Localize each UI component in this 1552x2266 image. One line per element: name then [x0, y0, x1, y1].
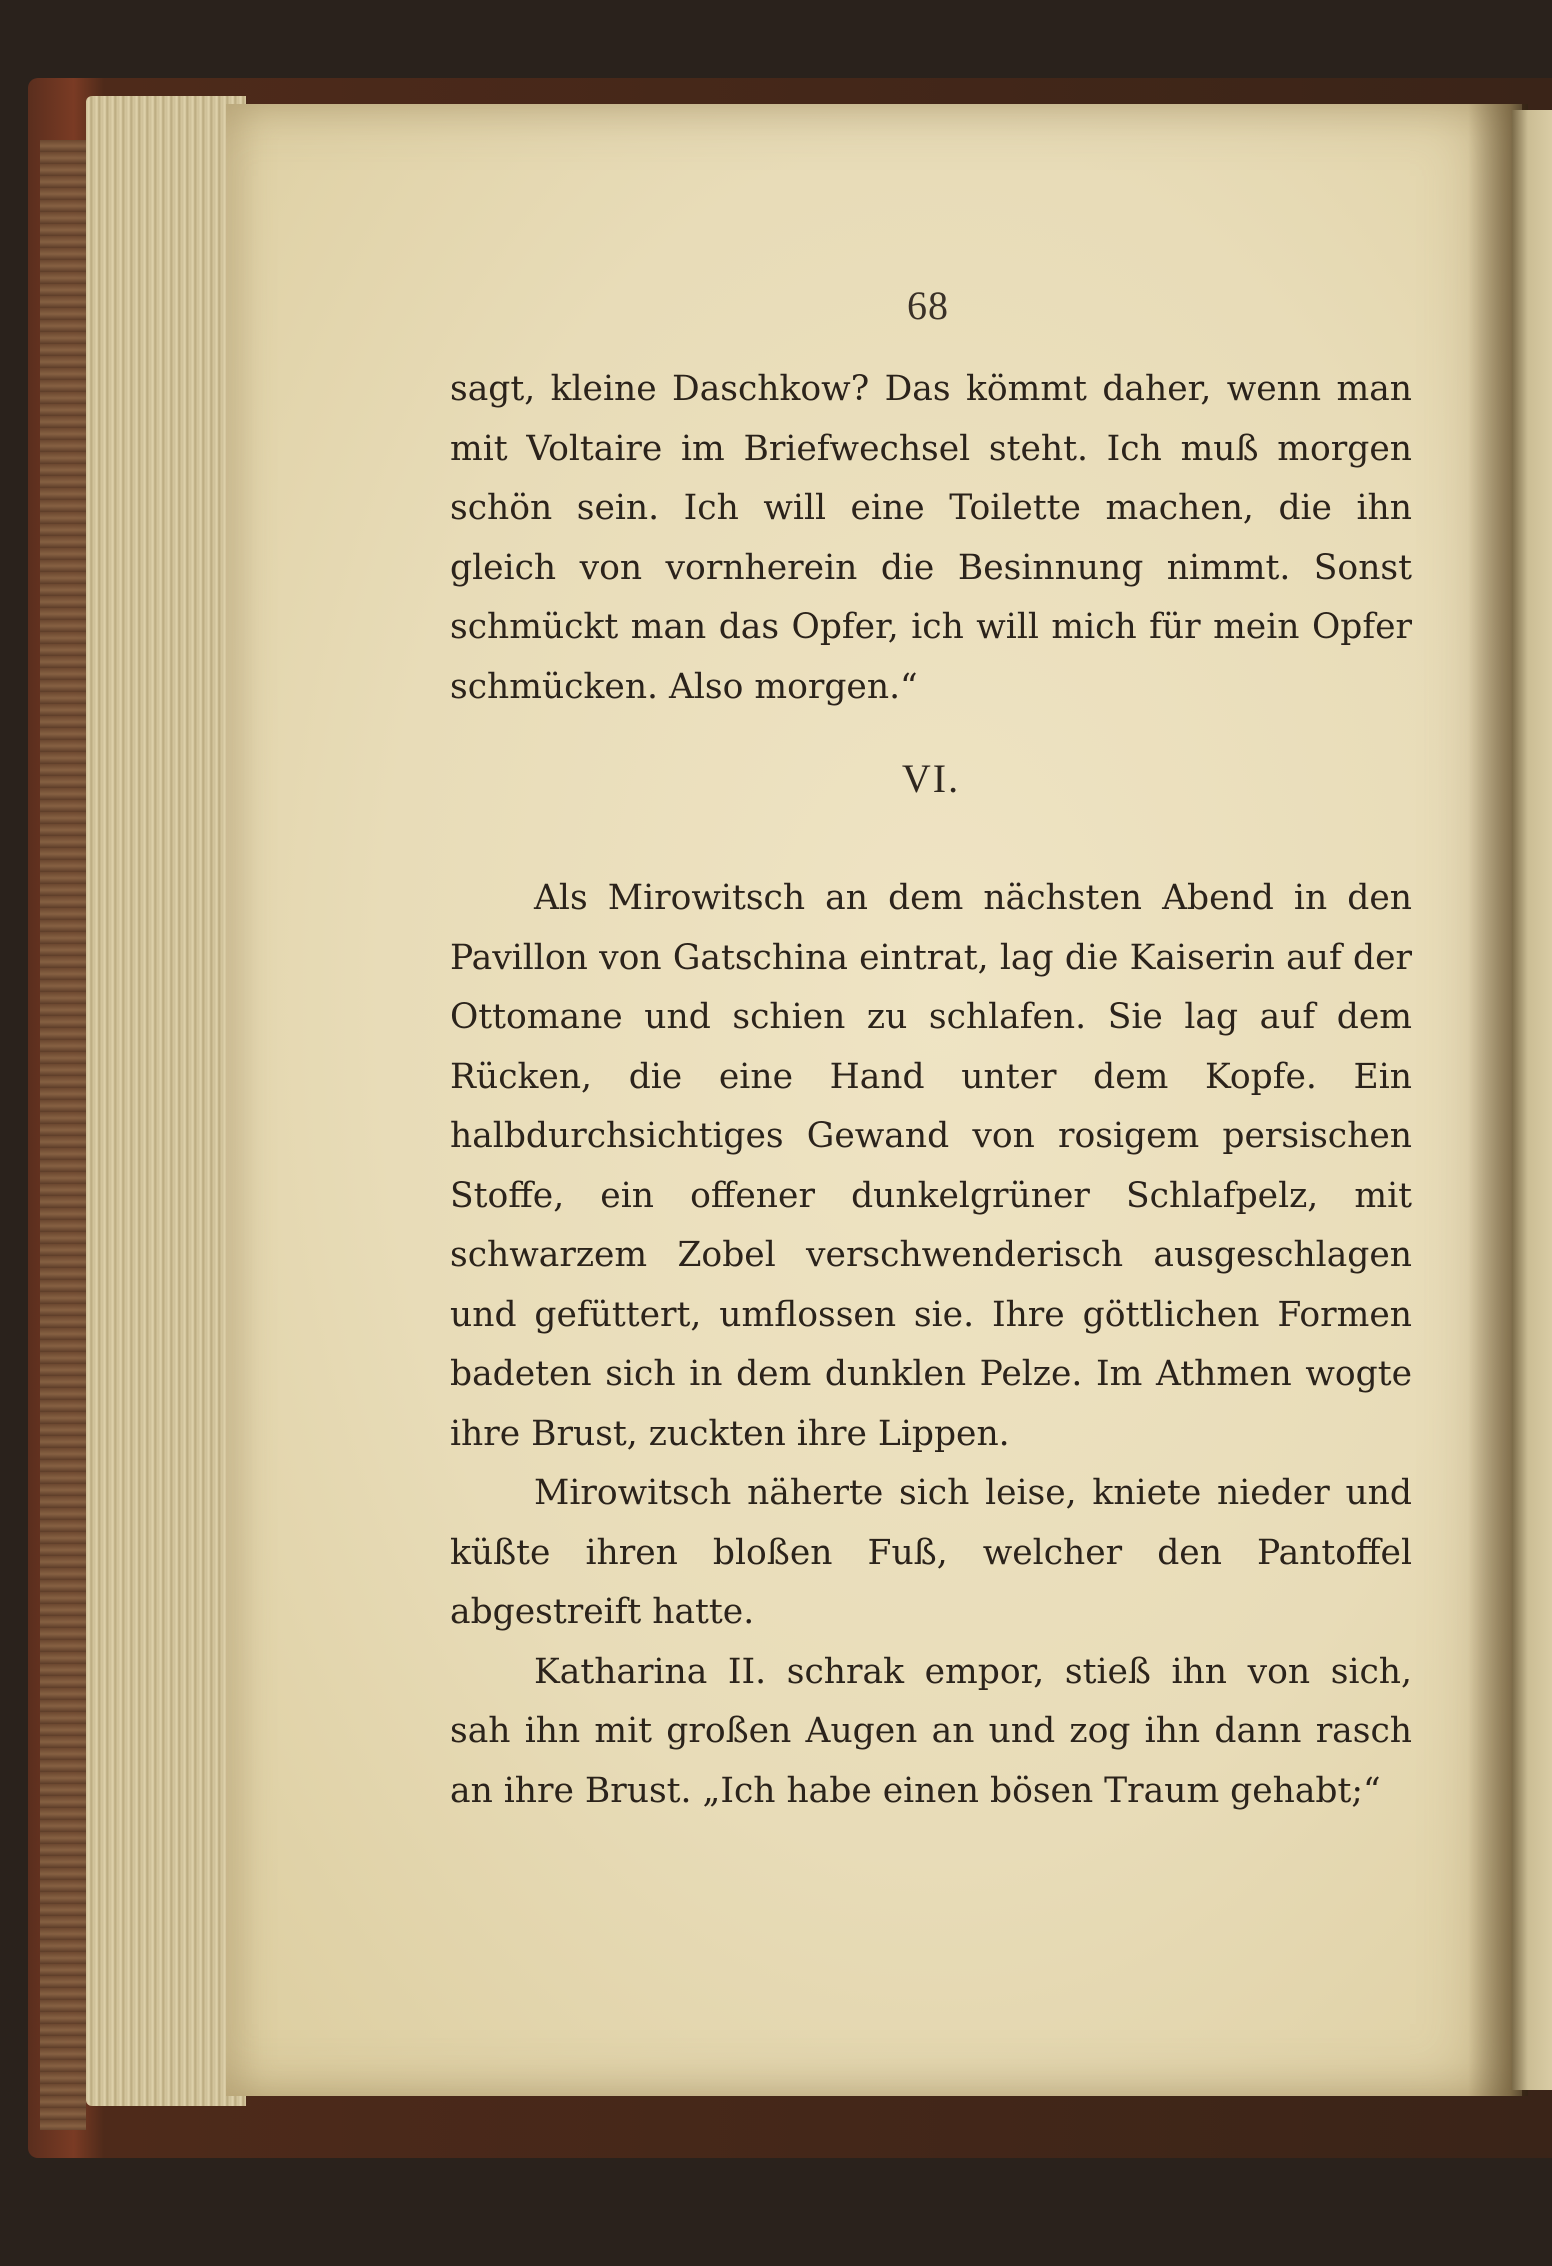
paragraph: Mirowitsch näherte sich leise, kniete nieder und küßte ihren bloßen Fuß, welcher den Pantoffel abgestreift hatte.	[450, 1473, 1412, 1632]
page-number: 68	[907, 283, 949, 328]
page-edges	[86, 96, 246, 2106]
paragraph: Als Mirowitsch an dem nächsten Abend in den Pavillon von Gatschina eintrat, lag die Kaiserin auf der Ottomane und schien zu schlafen. Sie lag auf dem Rücken, die eine Hand unter dem Kopfe. Ein halbdurchsichtiges Gewand von rosigem persischen Stoffe, ein offener dunkelgrüner Schlafpelz, mit schwarzem Zobel verschwenderisch ausgeschlagen und gefüttert, umflossen sie. Ihre göttlichen Formen badeten sich in dem dunklen Pelze. Im Athmen wogte ihre Brust, zuckten ihre Lippen.	[450, 878, 1412, 1454]
chapter-heading: VI.	[901, 756, 961, 801]
paragraph-continuation: sagt, kleine Daschkow? Das kömmt daher, wenn man mit Voltaire im Briefwechsel steht. Ich muß morgen schön sein. Ich will eine Toilette machen, die ihn gleich von vornherein die Besinnung nimmt. Sonst schmückt man das Opfer, ich will mich für mein Opfer schmücken. Also morgen.“	[450, 369, 1412, 707]
paragraph: Katharina II. schrak empor, stieß ihn von sich, sah ihn mit großen Augen an und zog ihn dann rasch an ihre Brust. „Ich habe einen bösen Traum gehabt;“	[450, 1651, 1412, 1811]
book-spine	[40, 140, 86, 2130]
facing-page-edge	[1512, 110, 1552, 2090]
page-text	[450, 360, 1412, 1821]
